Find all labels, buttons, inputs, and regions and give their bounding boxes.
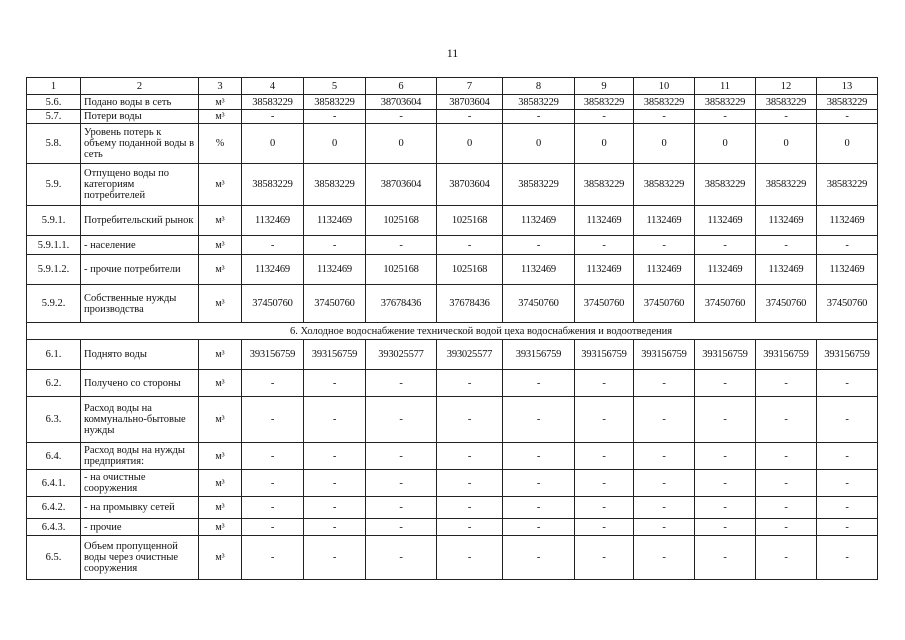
value-cell: 393156759: [817, 340, 878, 370]
value-cell: -: [575, 497, 634, 519]
value-cell: -: [366, 236, 437, 255]
value-cell: 0: [695, 124, 756, 164]
value-cell: 38703604: [437, 164, 503, 206]
row-name: Отпущено воды по категориям потребителей: [81, 164, 199, 206]
table-row: [27, 340, 878, 370]
value-cell: 1132469: [756, 255, 817, 285]
value-cell: 1132469: [695, 255, 756, 285]
value-cell: 0: [242, 124, 304, 164]
value-cell: -: [695, 397, 756, 443]
row-unit: м³: [199, 443, 242, 470]
value-cell: 0: [437, 124, 503, 164]
value-cell: 37450760: [634, 285, 695, 323]
value-cell: -: [695, 536, 756, 580]
value-cell: 38703604: [437, 95, 503, 110]
row-number: 5.9.1.1.: [27, 236, 81, 255]
value-cell: 38583229: [634, 164, 695, 206]
value-cell: 393025577: [366, 340, 437, 370]
value-cell: -: [437, 519, 503, 536]
value-cell: -: [695, 470, 756, 497]
table-row: [27, 110, 878, 124]
value-cell: -: [817, 536, 878, 580]
value-cell: 37450760: [695, 285, 756, 323]
value-cell: 0: [634, 124, 695, 164]
header-cell: 1: [27, 78, 81, 95]
value-cell: -: [634, 497, 695, 519]
row-name: Поднято воды: [81, 340, 199, 370]
value-cell: 393156759: [304, 340, 366, 370]
value-cell: 38583229: [503, 164, 575, 206]
value-cell: 1025168: [437, 206, 503, 236]
row-number: 5.7.: [27, 110, 81, 124]
value-cell: -: [575, 470, 634, 497]
value-cell: -: [817, 497, 878, 519]
value-cell: -: [437, 236, 503, 255]
value-cell: -: [242, 519, 304, 536]
value-cell: -: [634, 370, 695, 397]
value-cell: 393025577: [437, 340, 503, 370]
row-number: 5.9.2.: [27, 285, 81, 323]
value-cell: -: [817, 236, 878, 255]
value-cell: 38583229: [503, 95, 575, 110]
value-cell: -: [304, 536, 366, 580]
header-cell: 3: [199, 78, 242, 95]
table-row: [27, 470, 878, 497]
row-name: - на очистные сооружения: [81, 470, 199, 497]
row-unit: м³: [199, 255, 242, 285]
table-row: [27, 124, 878, 164]
header-cell: 6: [366, 78, 437, 95]
row-number: 6.2.: [27, 370, 81, 397]
row-name: Потери воды: [81, 110, 199, 124]
row-unit: %: [199, 124, 242, 164]
value-cell: -: [304, 443, 366, 470]
table-row: [27, 519, 878, 536]
value-cell: 1132469: [242, 206, 304, 236]
value-cell: -: [575, 110, 634, 124]
value-cell: -: [366, 443, 437, 470]
value-cell: -: [756, 236, 817, 255]
value-cell: 393156759: [242, 340, 304, 370]
row-unit: м³: [199, 206, 242, 236]
value-cell: 38583229: [695, 164, 756, 206]
value-cell: 38583229: [695, 95, 756, 110]
header-cell: 7: [437, 78, 503, 95]
value-cell: 37450760: [242, 285, 304, 323]
value-cell: -: [304, 470, 366, 497]
value-cell: -: [503, 370, 575, 397]
value-cell: -: [503, 397, 575, 443]
value-cell: 1132469: [756, 206, 817, 236]
row-unit: м³: [199, 470, 242, 497]
row-unit: м³: [199, 370, 242, 397]
value-cell: -: [575, 236, 634, 255]
value-cell: 1132469: [634, 255, 695, 285]
value-cell: -: [242, 497, 304, 519]
value-cell: -: [634, 443, 695, 470]
value-cell: -: [503, 519, 575, 536]
value-cell: 1025168: [366, 206, 437, 236]
row-name: - на промывку сетей: [81, 497, 199, 519]
table-row: [27, 397, 878, 443]
row-name: Расход воды на коммунально-бытовые нужды: [81, 397, 199, 443]
value-cell: -: [503, 443, 575, 470]
table-row: [27, 536, 878, 580]
row-name: Объем пропущенной воды через очистные сооружения: [81, 536, 199, 580]
value-cell: -: [756, 110, 817, 124]
value-cell: -: [575, 536, 634, 580]
value-cell: -: [817, 443, 878, 470]
row-number: 5.9.: [27, 164, 81, 206]
row-number: 5.8.: [27, 124, 81, 164]
table-row: [27, 370, 878, 397]
value-cell: -: [366, 536, 437, 580]
value-cell: 1132469: [634, 206, 695, 236]
value-cell: -: [304, 497, 366, 519]
table-body: [27, 78, 878, 580]
value-cell: 38583229: [242, 164, 304, 206]
value-cell: -: [304, 519, 366, 536]
value-cell: -: [366, 470, 437, 497]
value-cell: -: [634, 536, 695, 580]
row-name: Потребительский рынок: [81, 206, 199, 236]
row-number: 6.5.: [27, 536, 81, 580]
value-cell: 0: [756, 124, 817, 164]
value-cell: 0: [817, 124, 878, 164]
value-cell: -: [817, 110, 878, 124]
value-cell: -: [242, 443, 304, 470]
value-cell: 37450760: [503, 285, 575, 323]
value-cell: -: [575, 443, 634, 470]
value-cell: 38583229: [756, 164, 817, 206]
value-cell: -: [437, 497, 503, 519]
row-name: Получено со стороны: [81, 370, 199, 397]
value-cell: -: [503, 536, 575, 580]
table-row: [27, 285, 878, 323]
value-cell: 37678436: [437, 285, 503, 323]
row-unit: м³: [199, 164, 242, 206]
row-number: 5.9.1.: [27, 206, 81, 236]
value-cell: -: [756, 443, 817, 470]
value-cell: -: [634, 519, 695, 536]
value-cell: -: [575, 519, 634, 536]
row-name: Расход воды на нужды предприятия:: [81, 443, 199, 470]
value-cell: -: [695, 497, 756, 519]
value-cell: -: [756, 497, 817, 519]
row-unit: м³: [199, 285, 242, 323]
table-row: [27, 206, 878, 236]
row-number: 6.4.3.: [27, 519, 81, 536]
row-number: 5.9.1.2.: [27, 255, 81, 285]
value-cell: 38583229: [304, 95, 366, 110]
value-cell: 37450760: [304, 285, 366, 323]
value-cell: 1025168: [366, 255, 437, 285]
header-cell: 8: [503, 78, 575, 95]
value-cell: -: [242, 110, 304, 124]
section-row: [27, 323, 878, 340]
value-cell: 38583229: [575, 164, 634, 206]
header-cell: 2: [81, 78, 199, 95]
value-cell: 38703604: [366, 95, 437, 110]
value-cell: 38583229: [817, 164, 878, 206]
table-row: [27, 95, 878, 110]
value-cell: -: [437, 536, 503, 580]
value-cell: -: [817, 470, 878, 497]
value-cell: -: [242, 236, 304, 255]
value-cell: 37450760: [756, 285, 817, 323]
value-cell: -: [695, 519, 756, 536]
value-cell: -: [575, 370, 634, 397]
table-row: [27, 443, 878, 470]
value-cell: -: [817, 519, 878, 536]
value-cell: 0: [366, 124, 437, 164]
value-cell: -: [366, 397, 437, 443]
value-cell: 37678436: [366, 285, 437, 323]
row-unit: м³: [199, 236, 242, 255]
value-cell: 38583229: [817, 95, 878, 110]
row-unit: м³: [199, 397, 242, 443]
row-unit: м³: [199, 110, 242, 124]
section-title: 6. Холодное водоснабжение технической водой цеха водоснабжения и водоотведения: [27, 323, 878, 340]
value-cell: -: [437, 470, 503, 497]
value-cell: 38703604: [366, 164, 437, 206]
value-cell: 1132469: [304, 206, 366, 236]
value-cell: -: [437, 370, 503, 397]
value-cell: -: [634, 236, 695, 255]
header-row: [27, 78, 878, 95]
row-unit: м³: [199, 95, 242, 110]
value-cell: -: [634, 397, 695, 443]
value-cell: -: [817, 397, 878, 443]
row-number: 6.3.: [27, 397, 81, 443]
value-cell: 38583229: [304, 164, 366, 206]
row-number: 6.1.: [27, 340, 81, 370]
row-number: 6.4.: [27, 443, 81, 470]
value-cell: 0: [503, 124, 575, 164]
value-cell: -: [366, 519, 437, 536]
value-cell: -: [695, 236, 756, 255]
row-name: - прочие: [81, 519, 199, 536]
header-cell: 4: [242, 78, 304, 95]
value-cell: 1132469: [503, 206, 575, 236]
value-cell: -: [695, 110, 756, 124]
value-cell: -: [756, 370, 817, 397]
value-cell: -: [304, 110, 366, 124]
row-name: - население: [81, 236, 199, 255]
value-cell: -: [756, 470, 817, 497]
value-cell: -: [304, 397, 366, 443]
value-cell: 393156759: [575, 340, 634, 370]
header-cell: 13: [817, 78, 878, 95]
value-cell: -: [575, 397, 634, 443]
value-cell: -: [242, 370, 304, 397]
value-cell: -: [695, 370, 756, 397]
header-cell: 10: [634, 78, 695, 95]
row-unit: м³: [199, 340, 242, 370]
value-cell: -: [437, 397, 503, 443]
value-cell: 1132469: [695, 206, 756, 236]
value-cell: -: [503, 236, 575, 255]
row-number: 5.6.: [27, 95, 81, 110]
value-cell: -: [437, 110, 503, 124]
row-number: 6.4.1.: [27, 470, 81, 497]
value-cell: 38583229: [575, 95, 634, 110]
value-cell: -: [634, 110, 695, 124]
value-cell: 1132469: [575, 255, 634, 285]
value-cell: 37450760: [817, 285, 878, 323]
table-row: [27, 164, 878, 206]
header-cell: 11: [695, 78, 756, 95]
value-cell: -: [756, 397, 817, 443]
value-cell: 38583229: [242, 95, 304, 110]
value-cell: -: [756, 536, 817, 580]
value-cell: 393156759: [695, 340, 756, 370]
value-cell: 38583229: [634, 95, 695, 110]
value-cell: 1132469: [242, 255, 304, 285]
value-cell: -: [503, 497, 575, 519]
value-cell: 1132469: [817, 206, 878, 236]
row-name: Уровень потерь к объему поданной воды в сеть: [81, 124, 199, 164]
value-cell: -: [756, 519, 817, 536]
row-name: Собственные нужды производства: [81, 285, 199, 323]
value-cell: 1132469: [304, 255, 366, 285]
value-cell: 1132469: [817, 255, 878, 285]
value-cell: -: [304, 370, 366, 397]
row-unit: м³: [199, 519, 242, 536]
row-name: Подано воды в сеть: [81, 95, 199, 110]
value-cell: -: [366, 110, 437, 124]
value-cell: 1025168: [437, 255, 503, 285]
table-row: [27, 236, 878, 255]
value-cell: -: [242, 536, 304, 580]
value-cell: 393156759: [503, 340, 575, 370]
value-cell: 37450760: [575, 285, 634, 323]
header-cell: 9: [575, 78, 634, 95]
value-cell: -: [503, 470, 575, 497]
value-cell: -: [242, 470, 304, 497]
value-cell: 0: [304, 124, 366, 164]
value-cell: 1132469: [575, 206, 634, 236]
value-cell: 38583229: [756, 95, 817, 110]
row-name: - прочие потребители: [81, 255, 199, 285]
value-cell: -: [437, 443, 503, 470]
value-cell: 1132469: [503, 255, 575, 285]
value-cell: -: [503, 110, 575, 124]
value-cell: -: [242, 397, 304, 443]
table-row: [27, 255, 878, 285]
header-cell: 5: [304, 78, 366, 95]
value-cell: 393156759: [634, 340, 695, 370]
value-cell: 0: [575, 124, 634, 164]
value-cell: 393156759: [756, 340, 817, 370]
row-number: 6.4.2.: [27, 497, 81, 519]
value-cell: -: [366, 370, 437, 397]
data-table: [26, 77, 878, 580]
value-cell: -: [304, 236, 366, 255]
table-row: [27, 497, 878, 519]
value-cell: -: [366, 497, 437, 519]
row-unit: м³: [199, 497, 242, 519]
header-cell: 12: [756, 78, 817, 95]
row-unit: м³: [199, 536, 242, 580]
value-cell: -: [817, 370, 878, 397]
value-cell: -: [695, 443, 756, 470]
page-number: 11: [446, 46, 459, 60]
value-cell: -: [634, 470, 695, 497]
